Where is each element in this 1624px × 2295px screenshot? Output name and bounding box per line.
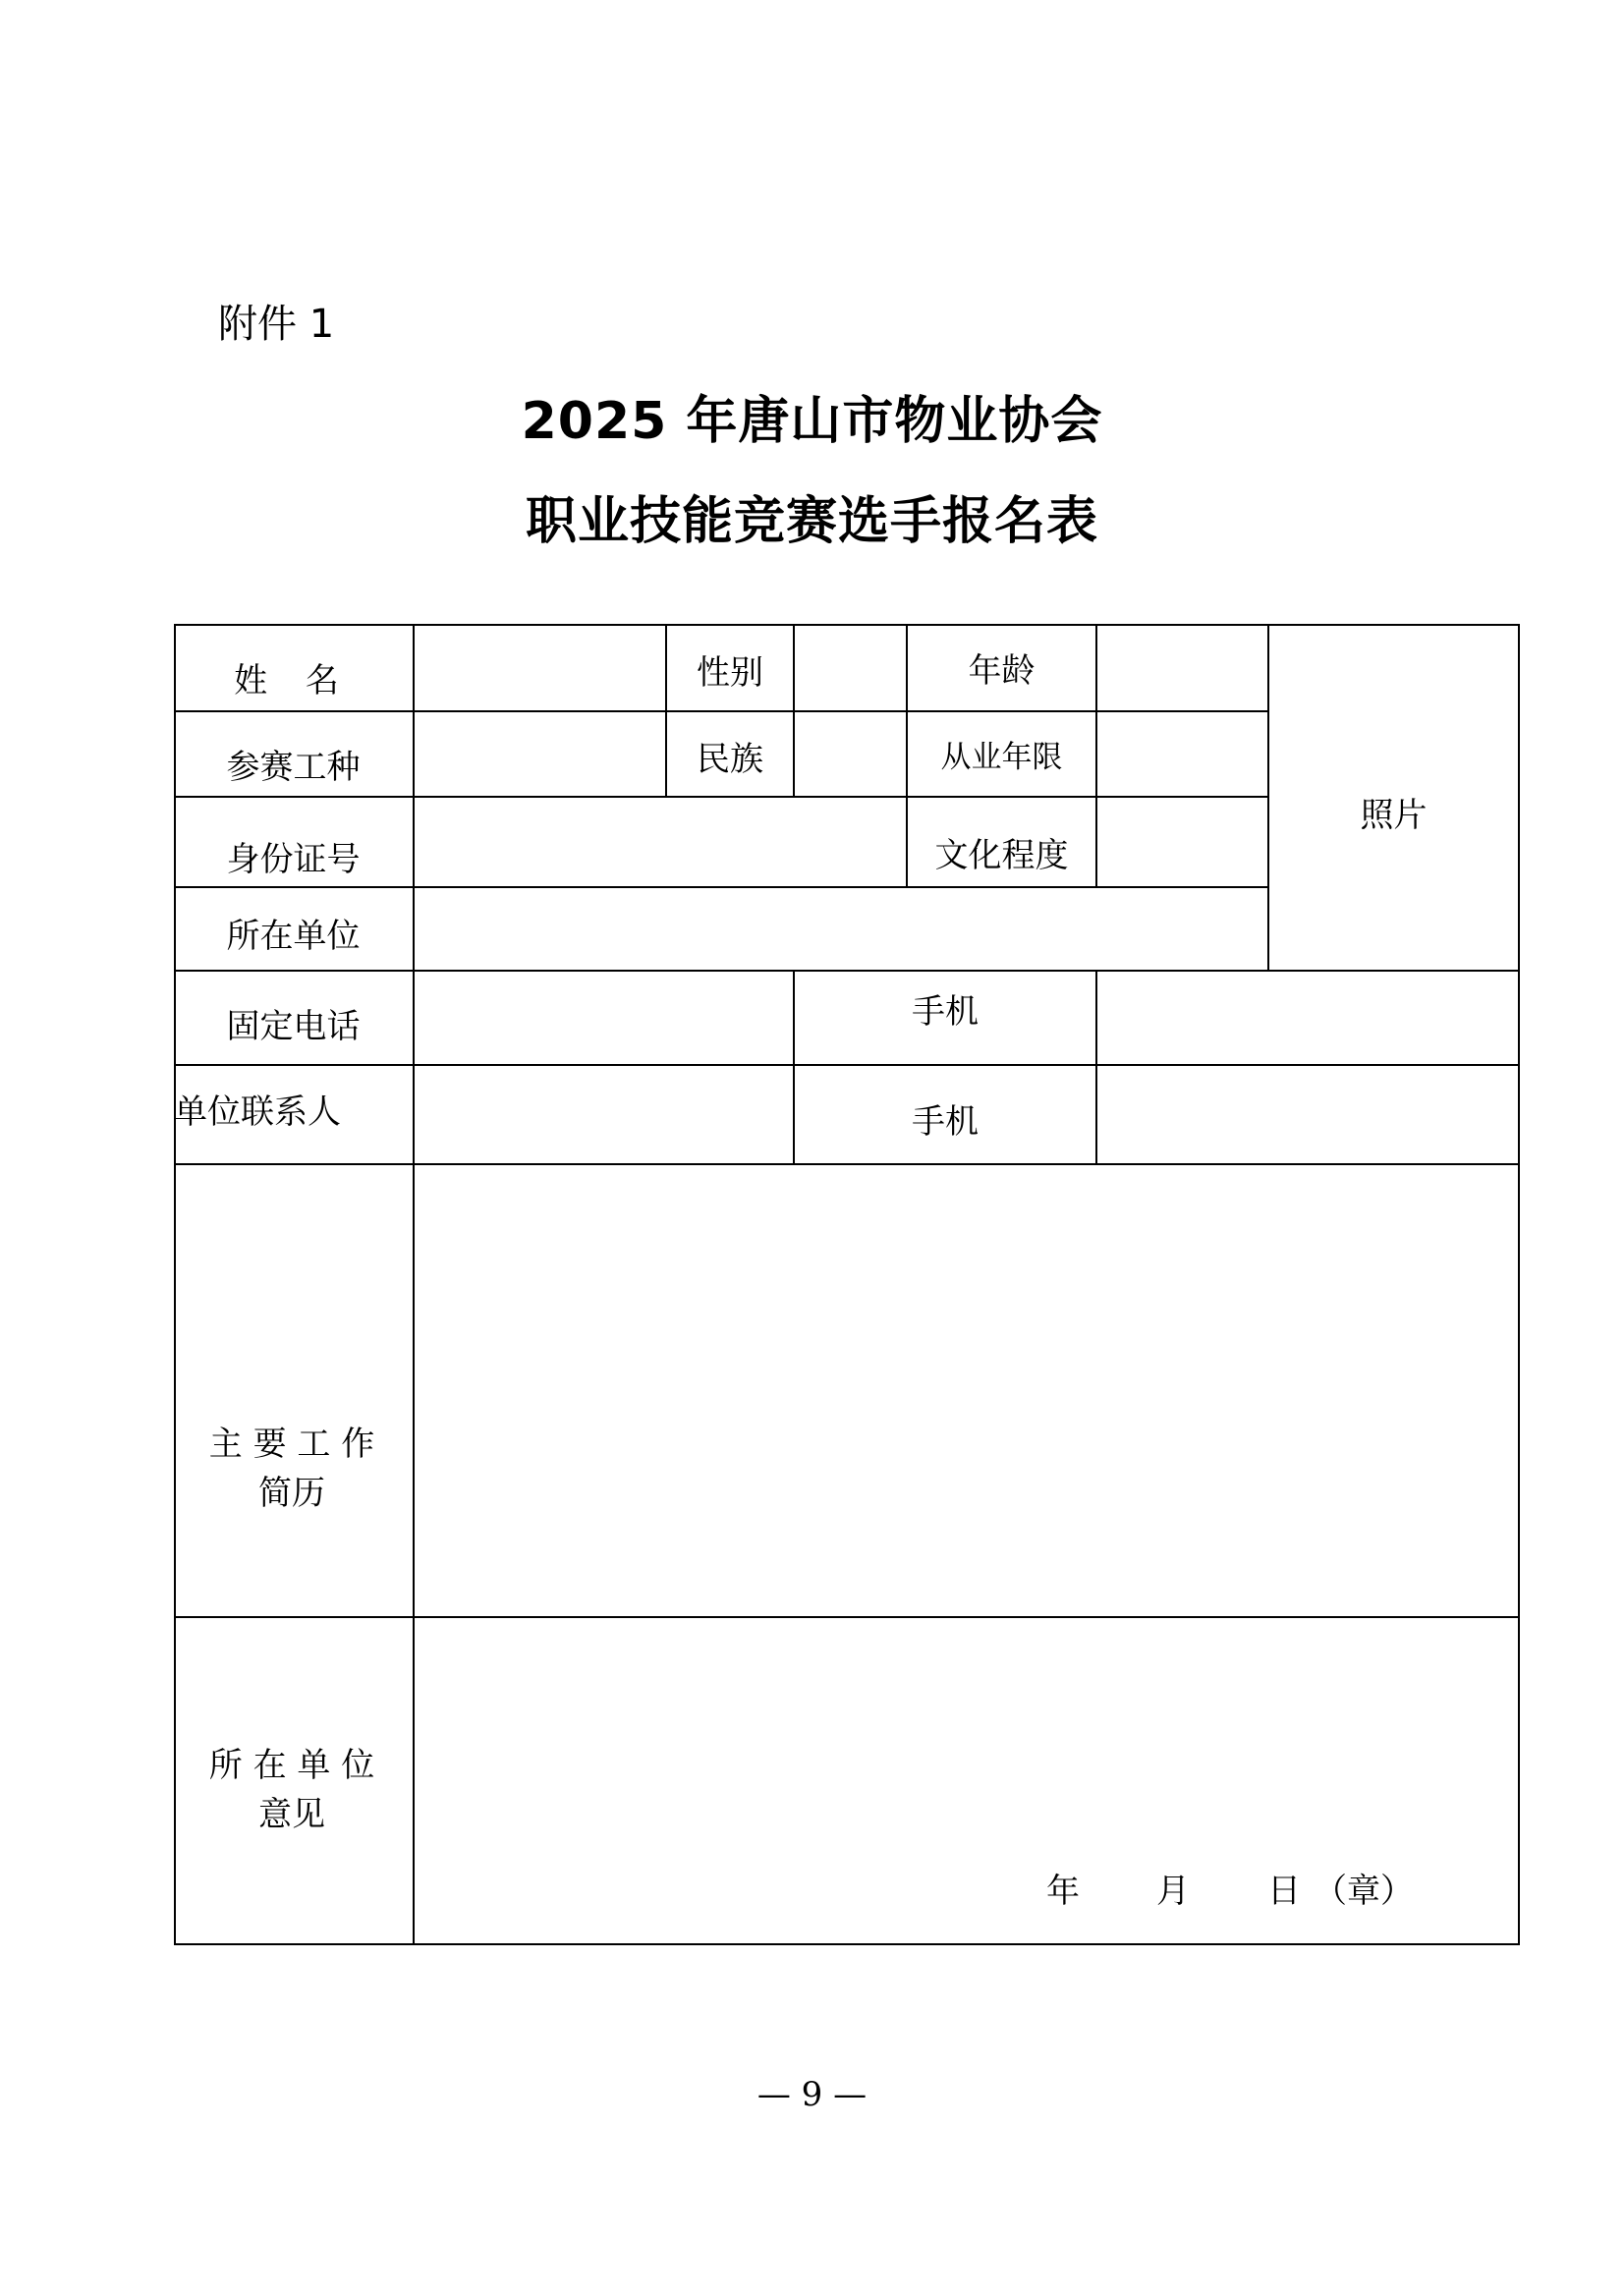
landline-field[interactable] bbox=[415, 972, 793, 1064]
registration-form-table bbox=[174, 624, 1520, 1945]
name-field[interactable] bbox=[415, 626, 665, 710]
page-title: 2025 年唐山市物业协会 bbox=[521, 392, 1103, 451]
seal-label: （章） bbox=[1314, 1872, 1414, 1911]
page-number: — 9 — bbox=[756, 2075, 868, 2114]
years-in-industry-label: 从业年限 bbox=[940, 740, 1063, 775]
id-number-label: 身份证号 bbox=[226, 840, 361, 879]
employer-opinion-label-line1: 所 在 单 位 bbox=[208, 1746, 375, 1785]
date-day-label: 日 bbox=[1267, 1872, 1301, 1911]
employer-contact-label: 单位联系人 bbox=[174, 1092, 341, 1132]
id-number-field[interactable] bbox=[415, 798, 906, 886]
gender-label: 性别 bbox=[697, 653, 763, 693]
employer-contact-field[interactable] bbox=[415, 1066, 793, 1163]
landline-label: 固定电话 bbox=[226, 1007, 361, 1046]
education-field[interactable] bbox=[1097, 798, 1267, 886]
age-label: 年龄 bbox=[968, 651, 1036, 691]
date-year-label: 年 bbox=[1046, 1872, 1080, 1911]
mobile-field[interactable] bbox=[1097, 972, 1518, 1064]
gender-field[interactable] bbox=[795, 626, 906, 710]
age-field[interactable] bbox=[1097, 626, 1267, 710]
contact-mobile-field[interactable] bbox=[1097, 1066, 1518, 1163]
work-history-field[interactable] bbox=[415, 1165, 1518, 1616]
table-border-bottom bbox=[174, 1943, 1520, 1945]
attachment-label: 附件 1 bbox=[218, 302, 335, 347]
ethnicity-label: 民族 bbox=[697, 740, 763, 779]
employer-opinion-label-line2: 意见 bbox=[258, 1795, 325, 1834]
trade-label: 参赛工种 bbox=[226, 748, 361, 787]
mobile-label: 手机 bbox=[912, 992, 979, 1032]
work-history-label-line2: 简历 bbox=[258, 1474, 325, 1513]
photo-label: 照片 bbox=[1360, 796, 1428, 835]
contact-mobile-label: 手机 bbox=[912, 1102, 979, 1142]
years-in-industry-field[interactable] bbox=[1097, 712, 1267, 796]
employer-label: 所在单位 bbox=[226, 917, 361, 956]
work-history-label-line1: 主 要 工 作 bbox=[208, 1425, 375, 1464]
employer-opinion-label bbox=[174, 1741, 410, 1839]
ethnicity-field[interactable] bbox=[795, 712, 906, 796]
table-border-right bbox=[1518, 624, 1520, 1945]
trade-field[interactable] bbox=[415, 712, 665, 796]
page-subtitle: 职业技能竞赛选手报名表 bbox=[525, 492, 1098, 551]
education-label: 文化程度 bbox=[934, 836, 1069, 875]
date-month-label: 月 bbox=[1156, 1872, 1190, 1911]
work-history-label bbox=[174, 1420, 410, 1518]
employer-field[interactable] bbox=[415, 888, 1267, 970]
name-label: 姓 名 bbox=[234, 661, 353, 700]
